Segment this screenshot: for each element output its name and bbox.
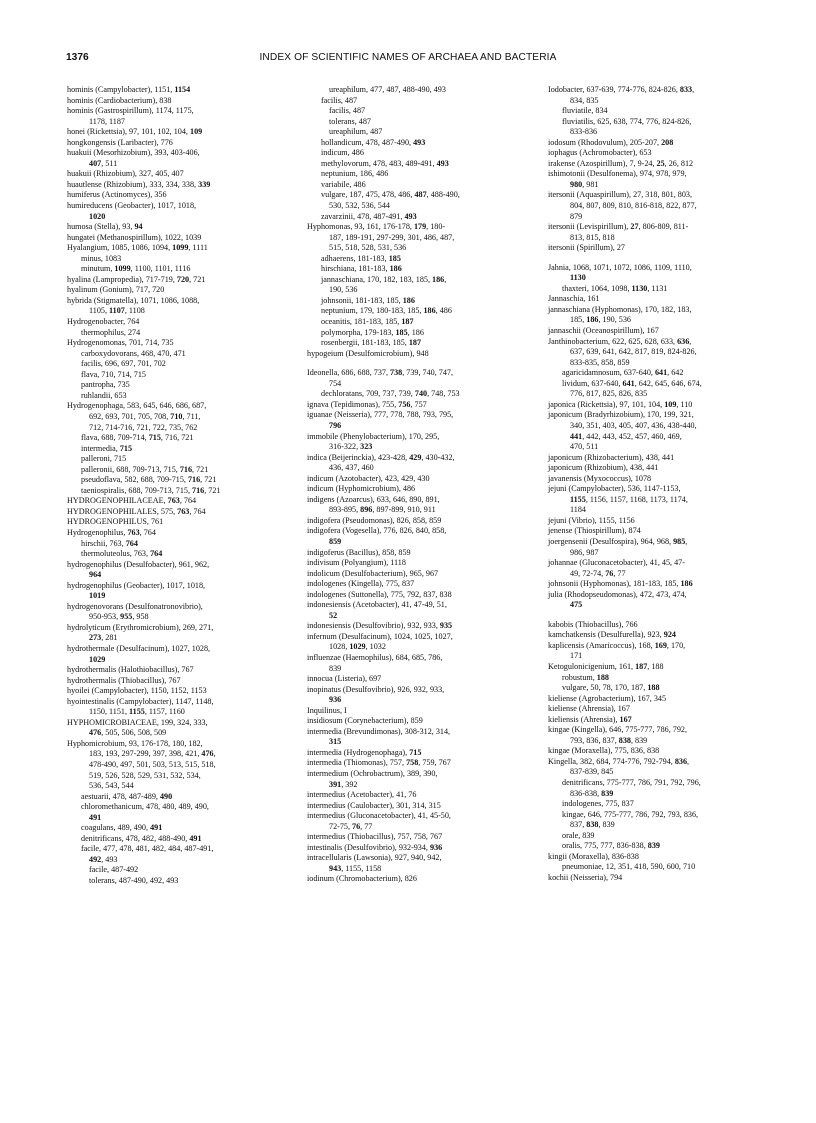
index-entry: hyointestinalis (Campylobacter), 1147, 1148, xyxy=(67,696,214,706)
index-entry: itersonii (Aquaspirillum), 27, 318, 801, 803, xyxy=(548,190,692,200)
index-entry-continuation: 316-322, 323 xyxy=(329,442,373,452)
index-entry: hydrolyticum (Erythromicrobium), 269, 271, xyxy=(67,622,214,632)
index-entry-continuation: hirschii, 763, 764 xyxy=(81,538,138,548)
section-gap xyxy=(548,611,768,620)
index-entry: indivisum (Polyangium), 1118 xyxy=(307,558,406,568)
index-entry-continuation: 273, 281 xyxy=(89,633,118,643)
index-entry: javanensis (Myxococcus), 1078 xyxy=(548,473,652,483)
index-entry: humosa (Stella), 93, 94 xyxy=(67,222,143,232)
index-entry: jannaschii (Oceanospirillum), 167 xyxy=(548,326,659,336)
index-entry: kieliensis (Ahrensia), 167 xyxy=(548,714,632,724)
index-entry-continuation: 813, 815, 818 xyxy=(570,232,615,242)
index-entry-continuation: indologenes, 775, 837 xyxy=(562,799,634,809)
index-entry-continuation: facile, 487-492 xyxy=(89,865,139,875)
index-entry: ishimotonii (Desulfonema), 974, 978, 979, xyxy=(548,169,687,179)
index-entry: hominis (Gastrospirillum), 1174, 1175, xyxy=(67,106,194,116)
index-entry-continuation: ruhlandii, 653 xyxy=(81,390,127,400)
index-entry: immobile (Phenylobacterium), 170, 295, xyxy=(307,431,440,441)
page-number: 1376 xyxy=(66,52,89,63)
index-entry: HYPHOMICROBIACEAE, 199, 324, 333, xyxy=(67,717,208,727)
index-entry-continuation: pantropha, 735 xyxy=(81,380,130,390)
index-entry-continuation: hollandicum, 478, 487-490, 493 xyxy=(321,137,426,147)
index-entry: johnsonii (Hyphomonas), 181-183, 185, 186 xyxy=(548,579,693,589)
index-entry-continuation: hirschiana, 181-183, 186 xyxy=(321,264,402,274)
index-entry: indonesiensis (Desulfovibrio), 932, 933, 935 xyxy=(307,621,453,631)
index-entry-continuation: 834, 835 xyxy=(570,95,599,105)
index-entry: Janthinobacterium, 622, 625, 628, 633, 636, xyxy=(548,336,692,346)
index-entry-continuation: facilis, 487 xyxy=(321,95,358,105)
index-entry-continuation: 183, 193, 297-299, 397, 398, 421, 476, xyxy=(89,749,216,759)
index-entry: japonica (Rickettsia), 97, 101, 104, 109, 110 xyxy=(548,399,693,409)
index-entry-continuation: polymorpha, 179-183, 185, 186 xyxy=(321,327,424,337)
index-entry: indicum (Hyphomicrobium), 486 xyxy=(307,484,416,494)
running-header xyxy=(66,52,750,66)
index-entry: humireducens (Geobacter), 1017, 1018, xyxy=(67,201,197,211)
index-entry: intermedia (Thiomonas), 757, 758, 759, 767 xyxy=(307,758,451,768)
index-entry: hominis (Cardiobacterium), 838 xyxy=(67,95,172,105)
index-entry: intermedium (Ochrobactrum), 389, 390, xyxy=(307,769,438,778)
index-entry: kingii (Moraxella), 836-838 xyxy=(548,851,639,861)
index-entry-continuation: thaxteri, 1064, 1098, 1130, 1131 xyxy=(562,283,668,293)
index-entry: infernum (Desulfacinum), 1024, 1025, 1027, xyxy=(307,631,453,641)
index-entry: hydrothermalis (Halothiobacillus), 767 xyxy=(67,665,194,675)
index-entry-continuation: intermedia, 715 xyxy=(81,443,132,453)
index-entry: kaplicensis (Amaricoccus), 168, 169, 170, xyxy=(548,640,686,650)
index-entry-continuation: 478-490, 497, 501, 503, 513, 515, 518, xyxy=(89,760,216,769)
index-entry: hungatei (Methanospirillum), 1022, 1039 xyxy=(67,232,202,242)
index-entry: intermedius (Caulobacter), 301, 314, 315 xyxy=(307,800,441,810)
index-entry: honei (Rickettsia), 97, 101, 102, 104, 109 xyxy=(67,127,203,137)
index-entry-continuation: dechloratans, 709, 737, 739, 740, 748, 753 xyxy=(321,389,460,399)
index-entry: iguanae (Neisseria), 777, 778, 788, 793, 795, xyxy=(307,410,454,420)
index-entry-continuation: 185, 186, 190, 536 xyxy=(570,315,631,325)
index-entry-continuation: zavarzinii, 478, 487-491, 493 xyxy=(321,211,417,221)
index-entry-continuation: flava, 710, 714, 715 xyxy=(81,369,146,379)
index-entry: hongkongensis (Laribacter), 776 xyxy=(67,137,173,147)
index-entry-continuation: 1184 xyxy=(570,505,586,515)
index-entry: indigoferus (Bacillus), 858, 859 xyxy=(307,547,411,557)
index-entry: Iodobacter, 637-639, 774-776, 824-826, 833, xyxy=(548,85,695,94)
index-entry: indologenes (Kingella), 775, 837 xyxy=(307,579,415,589)
index-entry-continuation: 52 xyxy=(329,610,338,620)
index-entry: indigofera (Vogesella), 776, 826, 840, 858, xyxy=(307,526,447,536)
index-entry-continuation: 315 xyxy=(329,737,342,747)
index-entry-continuation: fluviatile, 834 xyxy=(562,106,608,116)
index-entry: hydrogenophilus (Geobacter), 1017, 1018, xyxy=(67,580,206,590)
index-entry: kieliense (Ahrensia), 167 xyxy=(548,704,630,714)
index-entry: insidiosum (Corynebacterium), 859 xyxy=(307,716,423,726)
index-entry: HYDROGENOPHILACEAE, 763, 764 xyxy=(67,496,197,506)
index-entry-continuation: 1020 xyxy=(89,211,106,221)
index-entry-continuation: minutum, 1099, 1100, 1101, 1116 xyxy=(81,264,191,274)
index-entry: Hyphomicrobium, 93, 176-178, 180, 182, xyxy=(67,738,203,748)
index-entry-continuation: 470, 511 xyxy=(570,442,599,452)
index-entry-continuation: 1178, 1187 xyxy=(89,116,125,126)
index-entry-continuation: 980, 981 xyxy=(570,179,599,189)
index-entry-continuation: denitrificans, 478, 482, 488-490, 491 xyxy=(81,833,202,843)
index-entry-continuation: 436, 437, 460 xyxy=(329,463,374,473)
index-entry: hydrothermale (Desulfacinum), 1027, 1028, xyxy=(67,643,211,653)
index-entry-continuation: ureaphilum, 487 xyxy=(329,127,383,137)
index-entry: Kingella, 382, 684, 774-776, 792-794, 836, xyxy=(548,756,690,766)
index-entry: hyalinum (Gonium), 717, 720 xyxy=(67,285,165,295)
index-entry-continuation: facilis, 696, 697, 701, 702 xyxy=(81,359,166,369)
index-entry-continuation: indicum, 486 xyxy=(321,148,364,158)
index-entry-continuation: robustum, 188 xyxy=(562,672,609,682)
index-entry: itersonii (Spirillum), 27 xyxy=(548,243,625,253)
index-entry: hydrogenovorans (Desulfonatronovibrio), xyxy=(67,601,203,611)
index-entry-continuation: minus, 1083 xyxy=(81,253,122,263)
index-entry: johannae (Gluconacetobacter), 41, 45, 47- xyxy=(548,558,685,568)
section-gap xyxy=(548,254,768,263)
index-entry-continuation: 950-953, 955, 958 xyxy=(89,612,149,622)
index-entry-continuation: neptunium, 179, 180-183, 185, 186, 486 xyxy=(321,306,452,316)
index-entry-continuation: 833-835, 858, 859 xyxy=(570,357,630,367)
index-entry: Hydrogenophilus, 763, 764 xyxy=(67,527,156,537)
index-entry: kingae (Kingella), 646, 775-777, 786, 792, xyxy=(548,725,688,735)
index-entry: humiferus (Actinomyces), 356 xyxy=(67,190,167,200)
index-entry-continuation: 893-895, 896, 897-899, 910, 911 xyxy=(329,505,436,515)
index-entry: influenzae (Haemophilus), 684, 685, 786, xyxy=(307,652,443,662)
index-entry-continuation: palleroni, 715 xyxy=(81,454,127,464)
index-entry: huautlense (Rhizobium), 333, 334, 338, 339 xyxy=(67,179,211,189)
index-entry-continuation: 796 xyxy=(329,420,342,430)
index-entry-continuation: methylovorum, 478, 483, 489-491, 493 xyxy=(321,158,449,168)
index-entry-continuation: 476, 505, 506, 508, 509 xyxy=(89,728,167,738)
index-entry: HYDROGENOPHILUS, 761 xyxy=(67,517,164,527)
index-column-2 xyxy=(307,85,527,885)
index-entry-continuation: denitrificans, 775-777, 786, 791, 792, 796, xyxy=(562,778,701,787)
index-entry: indolicum (Desulfobacterium), 965, 967 xyxy=(307,568,439,578)
index-entry: hominis (Campylobacter), 1151, 1154 xyxy=(67,85,191,94)
index-entry-continuation: 1155, 1156, 1157, 1168, 1173, 1174, xyxy=(570,494,688,504)
index-entry: japonicum (Rhizobacterium), 438, 441 xyxy=(548,452,675,462)
index-column-1 xyxy=(67,85,287,887)
index-entry-continuation: tolerans, 487 xyxy=(329,116,371,126)
index-entry: Inquilinus, I xyxy=(307,705,347,715)
index-entry: Hyphomonas, 93, 161, 176-178, 179, 180- xyxy=(307,222,446,232)
index-entry-continuation: 637, 639, 641, 642, 817, 819, 824-826, xyxy=(570,347,697,357)
index-entry-continuation: 190, 536 xyxy=(329,285,358,295)
index-entry-continuation: 391, 392 xyxy=(329,779,358,789)
index-entry-continuation: vulgare, 187, 475, 478, 486, 487, 488-490, xyxy=(321,190,460,200)
index-entry-continuation: 836-838, 839 xyxy=(570,788,614,798)
index-entry: jejuni (Campylobacter), 536, 1147-1153, xyxy=(548,484,681,494)
index-entry-continuation: 515, 518, 528, 531, 536 xyxy=(329,243,407,253)
index-entry: huakuii (Mesorhizobium), 393, 403-406, xyxy=(67,148,200,158)
index-entry: Hyalangium, 1085, 1086, 1094, 1099, 1111 xyxy=(67,243,208,253)
index-entry-continuation: jannaschiana, 170, 182, 183, 185, 186, xyxy=(321,274,447,284)
index-entry-continuation: 187, 189-191, 297-299, 301, 486, 487, xyxy=(329,232,455,242)
index-entry: jenense (Thiospirillum), 874 xyxy=(548,526,641,536)
index-entry-continuation: oralis, 775, 777, 836-838, 839 xyxy=(562,841,660,851)
index-entry-continuation: 49, 72-74, 76, 77 xyxy=(570,568,626,578)
index-entry-continuation: rosenbergii, 181-183, 185, 187 xyxy=(321,338,422,348)
index-entry-continuation: 1130 xyxy=(570,273,586,283)
index-entry-continuation: 964 xyxy=(89,570,102,580)
index-entry-continuation: facile, 477, 478, 481, 482, 484, 487-491, xyxy=(81,844,214,854)
index-entry-continuation: thermoluteolus, 763, 764 xyxy=(81,549,163,559)
index-entry-continuation: ureaphilum, 477, 487, 488-490, 493 xyxy=(329,85,446,94)
index-entry-continuation: 475 xyxy=(570,600,583,610)
index-entry-continuation: 839 xyxy=(329,663,342,673)
index-entry: Jannaschia, 161 xyxy=(548,294,600,304)
index-entry: julia (Rhodopseudomonas), 472, 473, 474, xyxy=(548,589,687,599)
index-entry-continuation: chloromethanicum, 478, 480, 489, 490, xyxy=(81,802,209,812)
index-entry-continuation: 1150, 1151, 1155, 1157, 1160 xyxy=(89,707,185,717)
index-entry-continuation: johnsonii, 181-183, 185, 186 xyxy=(321,295,415,305)
index-entry-continuation: aestuarii, 478, 487-489, 490 xyxy=(81,791,173,801)
index-entry: huakuii (Rhizobium), 327, 405, 407 xyxy=(67,169,184,179)
index-entry: HYDROGENOPHILALES, 575, 763, 764 xyxy=(67,506,206,516)
index-entry-continuation: 536, 543, 544 xyxy=(89,781,134,791)
index-entry: Ideonella, 686, 688, 737, 738, 739, 740, 747, xyxy=(307,368,454,378)
index-entry: kochii (Neisseria), 794 xyxy=(548,872,623,882)
index-entry: hydrothermalis (Thiobacillus), 767 xyxy=(67,675,181,685)
index-entry-continuation: 441, 442, 443, 452, 457, 460, 469, xyxy=(570,431,682,441)
index-entry: iodosum (Rhodovulum), 205-207, 208 xyxy=(548,137,674,147)
index-entry: hydrogenophilus (Desulfobacter), 961, 962, xyxy=(67,559,210,569)
index-entry: intermedius (Gluconacetobacter), 41, 45-50, xyxy=(307,811,451,821)
index-entry: intermedius (Acetobacter), 41, 76 xyxy=(307,790,417,800)
index-entry-continuation: kingae, 646, 775-777, 786, 792, 793, 836, xyxy=(562,809,699,819)
section-gap xyxy=(307,359,527,368)
index-entry: Hydrogenomonas, 701, 714, 735 xyxy=(67,338,174,348)
index-entry: kamchatkensis (Desulfurella), 923, 924 xyxy=(548,630,676,640)
index-entry-continuation: neptunium, 186, 486 xyxy=(321,169,389,179)
index-entry: kieliense (Agrobacterium), 167, 345 xyxy=(548,693,667,703)
index-entry: indigens (Azoarcus), 633, 646, 890, 891, xyxy=(307,494,440,504)
index-entry-continuation: 171 xyxy=(570,651,583,661)
index-entry: hypogeium (Desulfomicrobium), 948 xyxy=(307,348,429,358)
index-entry: intestinalis (Desulfovibrio), 932-934, 936 xyxy=(307,842,443,852)
index-entry-continuation: 72-75, 76, 77 xyxy=(329,821,373,831)
index-entry: japonicum (Bradyrhizobium), 170, 199, 321, xyxy=(548,410,694,420)
index-entry-continuation: 492, 493 xyxy=(89,854,118,864)
index-entry: indonesiensis (Acetobacter), 41, 47-49, 51, xyxy=(307,600,447,610)
index-entry: intermedius (Thiobacillus), 757, 758, 767 xyxy=(307,832,443,842)
index-entry-continuation: 859 xyxy=(329,536,342,546)
index-entry-continuation: 833-836 xyxy=(570,127,598,137)
index-entry: iophagus (Achromobacter), 653 xyxy=(548,148,652,158)
index-entry-continuation: 793, 836, 837, 838, 839 xyxy=(570,735,648,745)
index-entry-continuation: taeniospiralis, 688, 709-713, 715, 716, 721 xyxy=(81,485,221,495)
index-entry-continuation: facilis, 487 xyxy=(329,106,366,116)
index-entry-continuation: 712, 714-716, 721, 722, 735, 762 xyxy=(89,422,198,432)
index-entry-continuation: palleronii, 688, 709-713, 715, 716, 721 xyxy=(81,464,209,474)
index-entry: intracellularis (Lawsonia), 927, 940, 942, xyxy=(307,853,442,863)
index-entry-continuation: coagulans, 489, 490, 491 xyxy=(81,823,163,833)
index-entry: hybrida (Stigmatella), 1071, 1086, 1088, xyxy=(67,295,200,305)
index-entry-continuation: pneumoniae, 12, 351, 418, 590, 600, 710 xyxy=(562,862,696,872)
index-entry: intermedia (Hydrogenophaga), 715 xyxy=(307,747,422,757)
index-entry: intermedia (Brevundimonas), 308-312, 314, xyxy=(307,726,451,736)
index-entry-continuation: 879 xyxy=(570,211,583,221)
index-entry-continuation: 692, 693, 701, 705, 708, 710, 711, xyxy=(89,411,201,421)
index-entry: hyalina (Lampropedia), 717-719, 720, 721 xyxy=(67,274,206,284)
index-entry: itersonii (Levispirillum), 27, 806-809, 811- xyxy=(548,222,689,232)
index-entry: kingae (Moraxella), 775, 836, 838 xyxy=(548,746,660,756)
running-title: INDEX OF SCIENTIFIC NAMES OF ARCHAEA AND BACTERIA xyxy=(259,52,557,63)
index-entry-continuation: orale, 839 xyxy=(562,830,595,840)
index-entry: ignava (Tepidimonas), 755, 756, 757 xyxy=(307,399,427,409)
index-entry-continuation: 1029 xyxy=(89,654,106,664)
index-column-3 xyxy=(548,85,768,883)
index-entry: indologenes (Suttonella), 775, 792, 837, 838 xyxy=(307,589,452,599)
index-entry-continuation: agaricidamnosum, 637-640, 641, 642 xyxy=(562,368,684,378)
index-entry: indigofera (Pseudomonas), 826, 858, 859 xyxy=(307,515,442,525)
index-entry: Hydrogenophaga, 583, 645, 646, 686, 687, xyxy=(67,401,207,411)
index-entry: joergensenii (Desulfospira), 964, 968, 985, xyxy=(548,536,688,546)
index-entry: indicum (Azotobacter), 423, 429, 430 xyxy=(307,473,430,483)
index-entry-continuation: 530, 532, 536, 544 xyxy=(329,201,390,211)
index-entry-continuation: 776, 817, 825, 826, 835 xyxy=(570,389,648,399)
index-entry-continuation: 1028, 1029, 1032 xyxy=(329,642,386,652)
index-entry-continuation: 754 xyxy=(329,378,342,388)
index-entry: iodinum (Chromobacterium), 826 xyxy=(307,874,417,884)
index-entry-continuation: 986, 987 xyxy=(570,547,599,557)
index-entry-continuation: 837-839, 845 xyxy=(570,767,614,777)
index-entry-continuation: 340, 351, 403, 405, 407, 436, 438-440, xyxy=(570,420,697,430)
index-entry-continuation: flava, 688, 709-714, 715, 716, 721 xyxy=(81,433,194,443)
index-entry-continuation: lividum, 637-640, 641, 642, 645, 646, 674, xyxy=(562,378,702,388)
index-entry: inopinatus (Desulfovibrio), 926, 932, 933, xyxy=(307,684,445,694)
index-entry-continuation: thermophilus, 274 xyxy=(81,327,141,337)
index-entry-continuation: 936 xyxy=(329,695,342,705)
index-entry: japonicum (Rhizobium), 438, 441 xyxy=(548,463,659,473)
index-entry-continuation: carboxydovorans, 468, 470, 471 xyxy=(81,348,186,358)
index-entry-continuation: oceanitis, 181-183, 185, 187 xyxy=(321,317,414,327)
index-entry: jannaschiana (Hyphomonas), 170, 182, 183, xyxy=(548,304,692,314)
index-entry-continuation: tolerans, 487-490, 492, 493 xyxy=(89,876,179,886)
index-entry-continuation: 1105, 1107, 1108 xyxy=(89,306,145,316)
index-entry: kabobis (Thiobacillus), 766 xyxy=(548,619,638,629)
index-entry: indica (Beijerinckia), 423-428, 429, 430-432, xyxy=(307,452,455,462)
index-entry: innocua (Listeria), 697 xyxy=(307,674,382,684)
index-entry-continuation: 1019 xyxy=(89,591,106,601)
index-entry-continuation: 804, 807, 809, 810, 816-818, 822, 877, xyxy=(570,201,697,211)
index-entry-continuation: adhaerens, 181-183, 185 xyxy=(321,253,401,263)
index-entry: Hydrogenobacter, 764 xyxy=(67,317,140,327)
index-entry-continuation: vulgare, 50, 78, 170, 187, 188 xyxy=(562,683,660,693)
index-entry: Ketogulonicigenium, 161, 187, 188 xyxy=(548,661,664,671)
index-entry: irakense (Azospirillum), 7, 9-24, 25, 26, 812 xyxy=(548,158,694,168)
index-entry-continuation: 407, 511 xyxy=(89,158,118,168)
index-entry-continuation: variabile, 486 xyxy=(321,179,366,189)
index-entry: Jahnia, 1068, 1071, 1072, 1086, 1109, 1110, xyxy=(548,262,692,272)
index-entry-continuation: 519, 526, 528, 529, 531, 532, 534, xyxy=(89,770,201,780)
index-entry: jejuni (Vibrio), 1155, 1156 xyxy=(548,515,635,525)
index-entry-continuation: 943, 1155, 1158 xyxy=(329,863,382,873)
index-entry-continuation: 491 xyxy=(89,812,102,822)
index-entry-continuation: 837, 838, 839 xyxy=(570,820,615,830)
index-entry: hyoilei (Campylobacter), 1150, 1152, 1153 xyxy=(67,686,207,696)
index-entry-continuation: fluviatilis, 625, 638, 774, 776, 824-826, xyxy=(562,116,692,126)
index-entry-continuation: pseudoflava, 582, 688, 709-715, 716, 721 xyxy=(81,475,217,485)
